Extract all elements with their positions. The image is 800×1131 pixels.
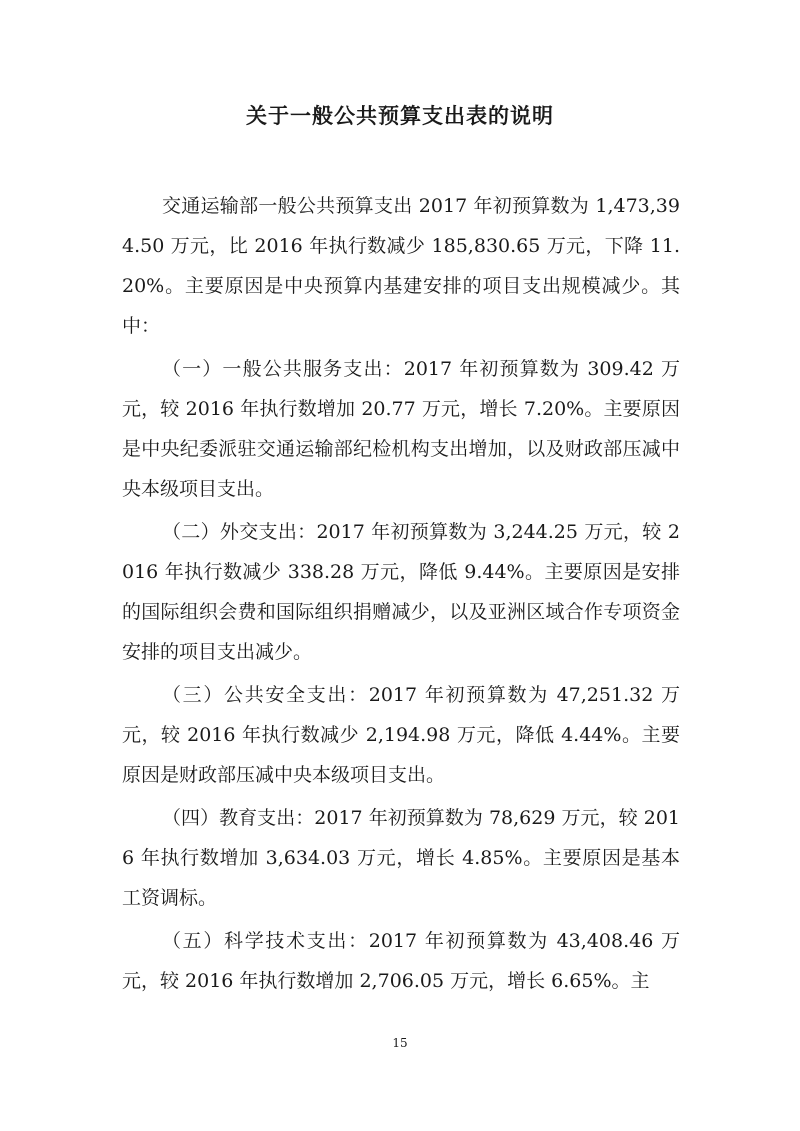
- paragraph-foreign-affairs: （二）外交支出：2017 年初预算数为 3,244.25 万元，较 2016 年执行数减少 338.28 万元，降低 9.44%。主要原因是安排的国际组织会费和国际组织捐赠减少，以及亚洲区域合作专项资金安排的项目支出减少。: [122, 521, 680, 663]
- paragraph-public-security: （三）公共安全支出：2017 年初预算数为 47,251.32 万元，较 2016 年执行数减少 2,194.98 万元，降低 4.44%。主要原因是财政部压减中央本级项目支出。: [122, 684, 680, 786]
- page-number: 15: [392, 1036, 408, 1050]
- paragraph-summary: 交通运输部一般公共预算支出 2017 年初预算数为 1,473,394.50 万元，比 2016 年执行数减少 185,830.65 万元，下降 11.20%。主要原因是中央预算内基建安排的项目支出规模减少。其中：: [122, 195, 680, 337]
- document-body: [122, 186, 680, 1001]
- paragraph-science-technology: （五）科学技术支出：2017 年初预算数为 43,408.46 万元，较 2016 年执行数增加 2,706.05 万元，增长 6.65%。主: [122, 930, 680, 992]
- paragraph-general-public-services: （一）一般公共服务支出：2017 年初预算数为 309.42 万元，较 2016 年执行数增加 20.77 万元，增长 7.20%。主要原因是中央纪委派驻交通运输部纪检机构支出增加，以及财政部压减中央本级项目支出。: [122, 358, 680, 500]
- paragraph-education: （四）教育支出：2017 年初预算数为 78,629 万元，较 2016 年执行数增加 3,634.03 万元，增长 4.85%。主要原因是基本工资调标。: [122, 807, 680, 909]
- document-title: 关于一般公共预算支出表的说明: [246, 103, 554, 128]
